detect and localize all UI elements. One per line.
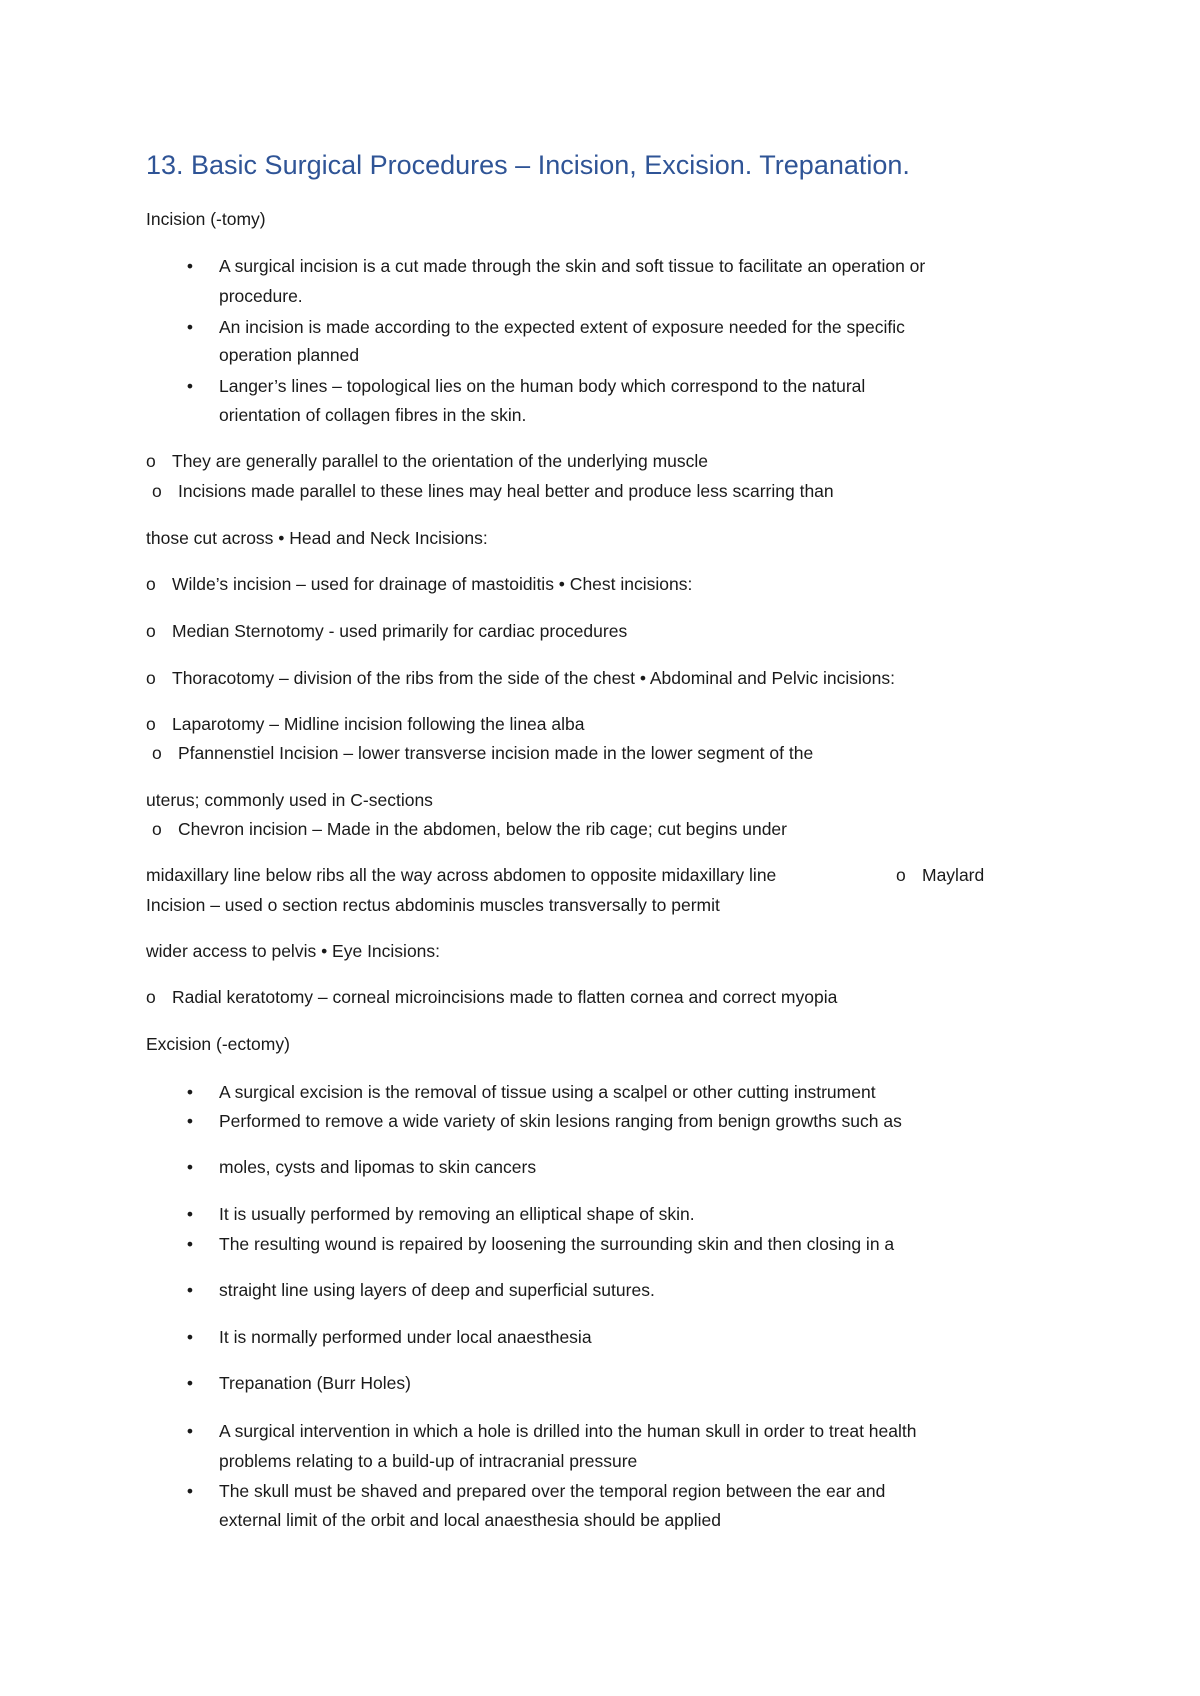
line-uterus: uterus; commonly used in C-sections bbox=[146, 790, 433, 810]
bullet-icon: • bbox=[186, 1280, 194, 1300]
line-radial-keratotomy: Radial keratotomy – corneal microincisions made to flatten cornea and correct myopia bbox=[172, 987, 838, 1007]
incision-bullet-3-line1: Langer’s lines – topological lies on the human body which correspond to the natural bbox=[219, 376, 866, 396]
trepanation-bullet-1-line1: A surgical intervention in which a hole is drilled into the human skull in order to treat health bbox=[219, 1421, 917, 1441]
incision-heading: Incision (-tomy) bbox=[146, 209, 266, 229]
line-wider-access: wider access to pelvis • Eye Incisions: bbox=[146, 941, 441, 961]
bullet-icon: • bbox=[186, 1481, 194, 1501]
line-those-cut-across: those cut across • Head and Neck Incisions: bbox=[146, 528, 488, 548]
excision-bullet-4: It is usually performed by removing an elliptical shape of skin. bbox=[219, 1204, 695, 1224]
bullet-icon: • bbox=[186, 1204, 194, 1224]
sub-marker: o bbox=[152, 819, 162, 839]
sub-marker: o bbox=[146, 714, 156, 734]
incision-bullet-1-line1: A surgical incision is a cut made through the skin and soft tissue to facilitate an operation or bbox=[219, 256, 926, 276]
bullet-icon: • bbox=[186, 1373, 194, 1393]
bullet-icon: • bbox=[186, 256, 194, 276]
excision-heading: Excision (-ectomy) bbox=[146, 1034, 290, 1054]
trepanation-bullet-1-line2: problems relating to a build-up of intracranial pressure bbox=[219, 1451, 638, 1471]
excision-bullet-3: moles, cysts and lipomas to skin cancers bbox=[219, 1157, 537, 1177]
line-midaxillary: midaxillary line below ribs all the way across abdomen to opposite midaxillary line bbox=[146, 865, 777, 885]
sub-marker: o bbox=[146, 451, 156, 471]
bullet-icon: • bbox=[186, 1111, 194, 1131]
line-laparotomy: Laparotomy – Midline incision following the linea alba bbox=[172, 714, 585, 734]
line-median-sternotomy: Median Sternotomy - used primarily for cardiac procedures bbox=[172, 621, 628, 641]
sub-marker: o bbox=[146, 574, 156, 594]
line-maylard: Maylard bbox=[922, 865, 985, 885]
bullet-icon: • bbox=[186, 1082, 194, 1102]
line-thoracotomy: Thoracotomy – division of the ribs from the side of the chest • Abdominal and Pelvic incisions: bbox=[172, 668, 896, 688]
trepanation-bullet-2-line2: external limit of the orbit and local anaesthesia should be applied bbox=[219, 1510, 721, 1530]
incision-bullet-2-line1: An incision is made according to the expected extent of exposure needed for the specific bbox=[219, 317, 905, 337]
excision-bullet-1: A surgical excision is the removal of tissue using a scalpel or other cutting instrument bbox=[219, 1082, 876, 1102]
incision-bullet-1-line2: procedure. bbox=[219, 286, 303, 306]
bullet-icon: • bbox=[186, 1234, 194, 1254]
bullet-icon: • bbox=[186, 317, 194, 337]
bullet-icon: • bbox=[186, 1327, 194, 1347]
bullet-icon: • bbox=[186, 1421, 194, 1441]
bullet-icon: • bbox=[186, 376, 194, 396]
sub-marker: o bbox=[146, 621, 156, 641]
line-maylard-incision: Incision – used o section rectus abdominis muscles transversally to permit bbox=[146, 895, 720, 915]
incision-bullet-3-line2: orientation of collagen fibres in the skin. bbox=[219, 405, 527, 425]
line-chevron: Chevron incision – Made in the abdomen, below the rib cage; cut begins under bbox=[178, 819, 787, 839]
trepanation-bullet-2-line1: The skull must be shaved and prepared over the temporal region between the ear and bbox=[219, 1481, 886, 1501]
page-title: 13. Basic Surgical Procedures – Incision, Excision. Trepanation. bbox=[146, 150, 910, 180]
excision-bullet-7: It is normally performed under local anaesthesia bbox=[219, 1327, 592, 1347]
sub-marker: o bbox=[896, 865, 906, 885]
excision-bullet-2: Performed to remove a wide variety of skin lesions ranging from benign growths such as bbox=[219, 1111, 902, 1131]
excision-bullet-5: The resulting wound is repaired by loosening the surrounding skin and then closing in a bbox=[219, 1234, 895, 1254]
sub-marker: o bbox=[152, 481, 162, 501]
bullet-icon: • bbox=[186, 1157, 194, 1177]
sub-marker: o bbox=[146, 668, 156, 688]
line-wildes-incision: Wilde’s incision – used for drainage of mastoiditis • Chest incisions: bbox=[172, 574, 693, 594]
sub-marker: o bbox=[152, 743, 162, 763]
excision-bullet-6: straight line using layers of deep and superficial sutures. bbox=[219, 1280, 655, 1300]
line-incisions-parallel: Incisions made parallel to these lines may heal better and produce less scarring than bbox=[178, 481, 834, 501]
trepanation-heading: Trepanation (Burr Holes) bbox=[219, 1373, 411, 1393]
line-pfannenstiel: Pfannenstiel Incision – lower transverse incision made in the lower segment of the bbox=[178, 743, 814, 763]
line-parallel-orientation: They are generally parallel to the orientation of the underlying muscle bbox=[172, 451, 709, 471]
sub-marker: o bbox=[146, 987, 156, 1007]
incision-bullet-2-line2: operation planned bbox=[219, 345, 360, 365]
